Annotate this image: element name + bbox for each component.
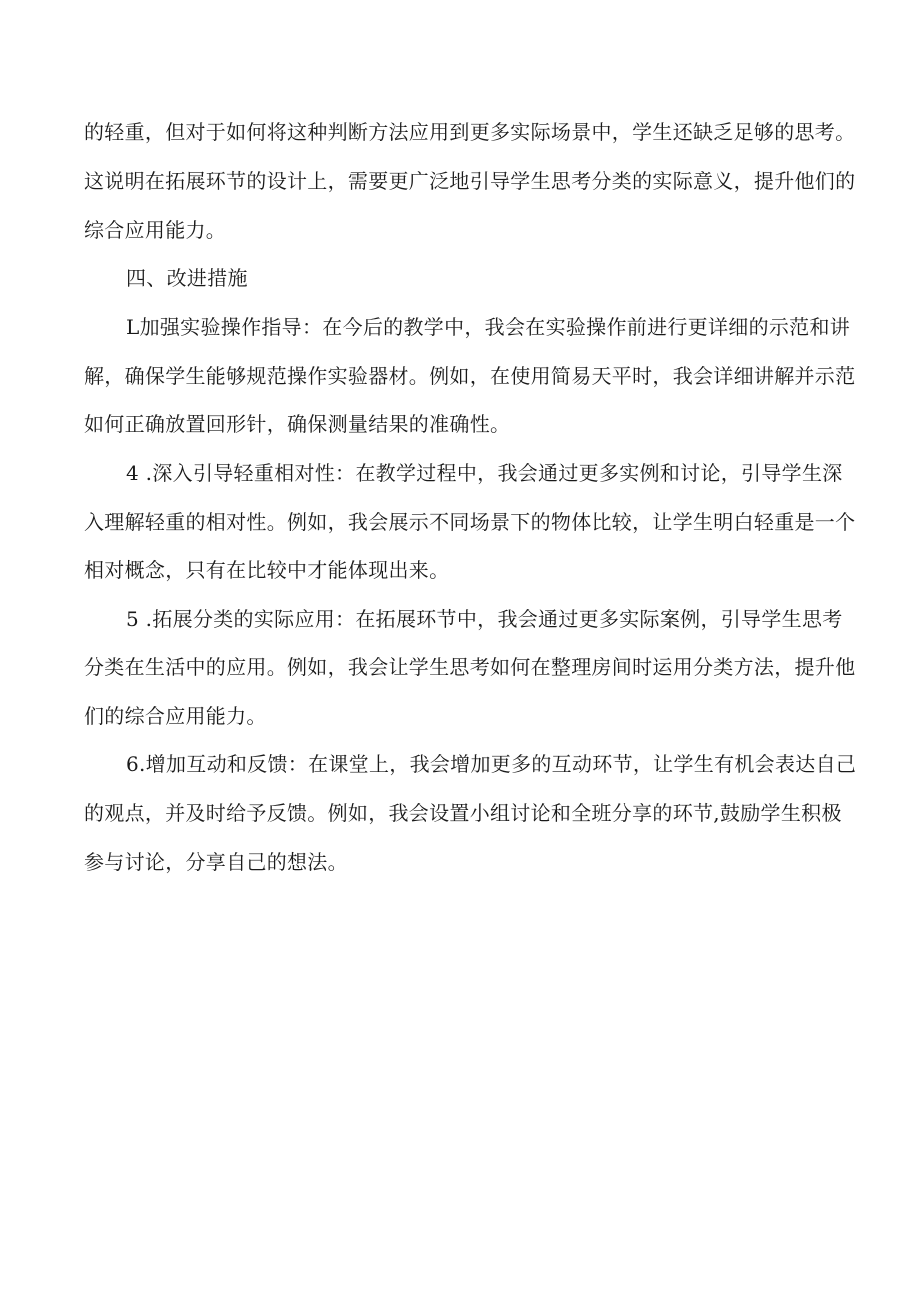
paragraph-line: L加强实验操作指导：在今后的教学中，我会在实验操作前进行更详细的示范和讲 xyxy=(126,315,851,339)
paragraph-line: 综合应用能力。 xyxy=(84,218,227,242)
paragraph-line: 这说明在拓展环节的设计上，需要更广泛地引导学生思考分类的实际意义，提升他们的 xyxy=(84,169,856,193)
paragraph-line: 相对概念，只有在比较中才能体现出来。 xyxy=(84,558,450,582)
paragraph-line: 如何正确放置回形针，确保测量结果的准确性。 xyxy=(84,412,511,436)
paragraph-line: 的轻重，但对于如何将这种判断方法应用到更多实际场景中，学生还缺乏足够的思考。 xyxy=(84,120,856,144)
paragraph-line: 参与讨论，分享自己的想法。 xyxy=(84,850,348,874)
paragraph-line: 的观点，并及时给予反馈。例如，我会设置小组讨论和全班分享的环节,鼓励学生积极 xyxy=(84,801,842,825)
paragraph-line: 解，确保学生能够规范操作实验器材。例如，在使用简易天平时，我会详细讲解并示范 xyxy=(84,364,856,388)
paragraph-line: 入理解轻重的相对性。例如，我会展示不同场景下的物体比较，让学生明白轻重是一个 xyxy=(84,510,856,534)
paragraph-line: 6.增加互动和反馈：在课堂上，我会增加更多的互动环节，让学生有机会表达自己 xyxy=(126,752,857,776)
paragraph-line: 4 .深入引导轻重相对性：在教学过程中，我会通过更多实例和讨论，引导学生深 xyxy=(126,461,843,485)
paragraph-line: 5 .拓展分类的实际应用：在拓展环节中，我会通过更多实际案例，引导学生思考 xyxy=(126,607,843,631)
section-heading: 四、改进措施 xyxy=(126,266,248,290)
paragraph-line: 们的综合应用能力。 xyxy=(84,704,267,728)
paragraph-line: 分类在生活中的应用。例如，我会让学生思考如何在整理房间时运用分类方法，提升他 xyxy=(84,655,856,679)
